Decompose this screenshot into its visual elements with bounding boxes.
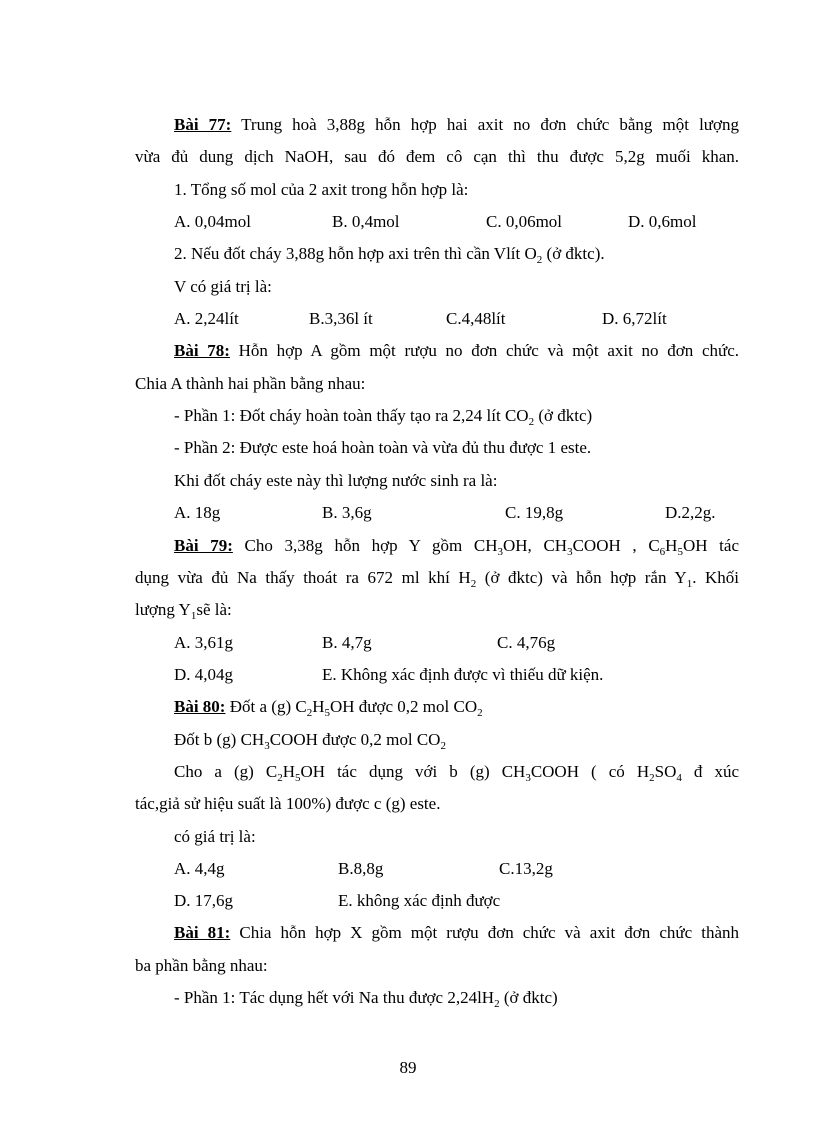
b77-line-2: vừa đủ dung dịch NaOH, sau đó đem cô cạn thì thu được 5,2g muối khan. bbox=[135, 147, 739, 166]
option-b: B. 3,6g bbox=[322, 503, 372, 522]
b80-line-2: Đốt b (g) $CH_3COOH$ được 0,2 mol $CO_2$ bbox=[174, 730, 446, 752]
b79-title: Bài 79: bbox=[174, 536, 233, 555]
option-c: C.4,48lít bbox=[446, 309, 506, 328]
option-b: B.3,36l ít bbox=[309, 309, 373, 328]
b79-line-2: dụng vừa đủ Na thấy thoát ra 672 ml khí $H_2$ (ở đktc) và hỗn hợp rắn $Y_1$. Khối bbox=[135, 568, 740, 590]
b78-options bbox=[174, 502, 739, 524]
b77-q1-options bbox=[174, 211, 739, 233]
b80-options-row-1 bbox=[174, 858, 739, 880]
b78-part-1: - Phần 1: Đốt cháy hoàn toàn thấy tạo ra 2,24 lít $CO_2$ (ở đktc) bbox=[174, 406, 593, 428]
b78-line-1: Bài 78: Hỗn hợp A gồm một rượu no đơn chức và một axit no đơn chức. bbox=[174, 341, 739, 360]
option-a: A. 3,61g bbox=[174, 633, 234, 652]
option-e: E. không xác định được bbox=[338, 891, 501, 910]
b81-title: Bài 81: bbox=[174, 923, 231, 942]
b80-question: có giá trị là: bbox=[174, 827, 256, 846]
b81-line-2: ba phần bằng nhau: bbox=[135, 956, 268, 975]
option-c: C. 4,76g bbox=[497, 633, 556, 652]
option-a: A. 18g bbox=[174, 503, 221, 522]
option-b: B. 4,7g bbox=[322, 633, 372, 652]
b77-title: Bài 77: bbox=[174, 115, 232, 134]
option-e: E. Không xác định được vì thiếu dữ kiện. bbox=[322, 665, 604, 684]
b80-options-row-2 bbox=[174, 890, 739, 912]
b79-line-3: lượng $Y_1sẽ$ là: bbox=[135, 600, 232, 622]
b77-question-2: 2. Nếu đốt cháy 3,88g hỗn hợp axi trên thì cần Vlít $O_2$ (ở đktc). bbox=[174, 244, 605, 266]
option-c: C. 0,06mol bbox=[486, 212, 563, 231]
option-d: D. 17,6g bbox=[174, 891, 234, 910]
option-b: B.8,8g bbox=[338, 859, 384, 878]
b79-line-1: Bài 79: Cho 3,38g hỗn hợp Y gồm $CH_3OH$, $CH_3COOH$ , $C_6H_5OH$ tác bbox=[174, 536, 739, 558]
b80-line-3: Cho a (g) $C_2H_5OH$ tác dụng với b (g) $CH_3COOH$ ( có $H_2SO_4$ đ xúc bbox=[174, 762, 740, 784]
b78-question: Khi đốt cháy este này thì lượng nước sinh ra là: bbox=[174, 471, 498, 490]
option-d: D. 6,72lít bbox=[602, 309, 667, 328]
b78-part-2: - Phần 2: Được este hoá hoàn toàn và vừa đủ thu được 1 este. bbox=[174, 438, 592, 457]
b81-part-1: - Phần 1: Tác dụng hết với Na thu được $2,24lH_2$ (ở đktc) bbox=[174, 988, 558, 1010]
b77-q2-options bbox=[174, 308, 739, 330]
option-d: D. 0,6mol bbox=[628, 212, 697, 231]
option-a: A. 0,04mol bbox=[174, 212, 251, 231]
option-d: D. 4,04g bbox=[174, 665, 234, 684]
b80-title: Bài 80: bbox=[174, 697, 226, 716]
b79-options-row-2 bbox=[174, 664, 739, 686]
option-a: A. 2,24lít bbox=[174, 309, 239, 328]
b79-options-row-1 bbox=[174, 632, 739, 654]
page-number: 89 bbox=[399, 1058, 417, 1077]
b78-line-2: Chia A thành hai phần bằng nhau: bbox=[135, 374, 366, 393]
option-a: A. 4,4g bbox=[174, 859, 225, 878]
b78-title: Bài 78: bbox=[174, 341, 230, 360]
b77-line-1: Bài 77: Trung hoà 3,88g hỗn hợp hai axit no đơn chức bằng một lượng bbox=[174, 115, 739, 134]
option-c: C.13,2g bbox=[499, 859, 553, 878]
b77-question-2b: V có giá trị là: bbox=[174, 277, 272, 296]
option-c: C. 19,8g bbox=[505, 503, 564, 522]
b80-line-1: Bài 80: Đốt a (g) $C_2H_5OH$ được 0,2 mol $CO_2$ bbox=[174, 697, 483, 719]
option-b: B. 0,4mol bbox=[332, 212, 400, 231]
option-d: D.2,2g. bbox=[665, 503, 716, 522]
b80-line-4: tác,giả sử hiệu suất là 100%) được c (g) este. bbox=[135, 794, 441, 813]
b77-question-1: 1. Tổng số mol của 2 axit trong hỗn hợp là: bbox=[174, 180, 469, 199]
b81-line-1: Bài 81: Chia hỗn hợp X gồm một rượu đơn chức và axit đơn chức thành bbox=[174, 923, 739, 942]
